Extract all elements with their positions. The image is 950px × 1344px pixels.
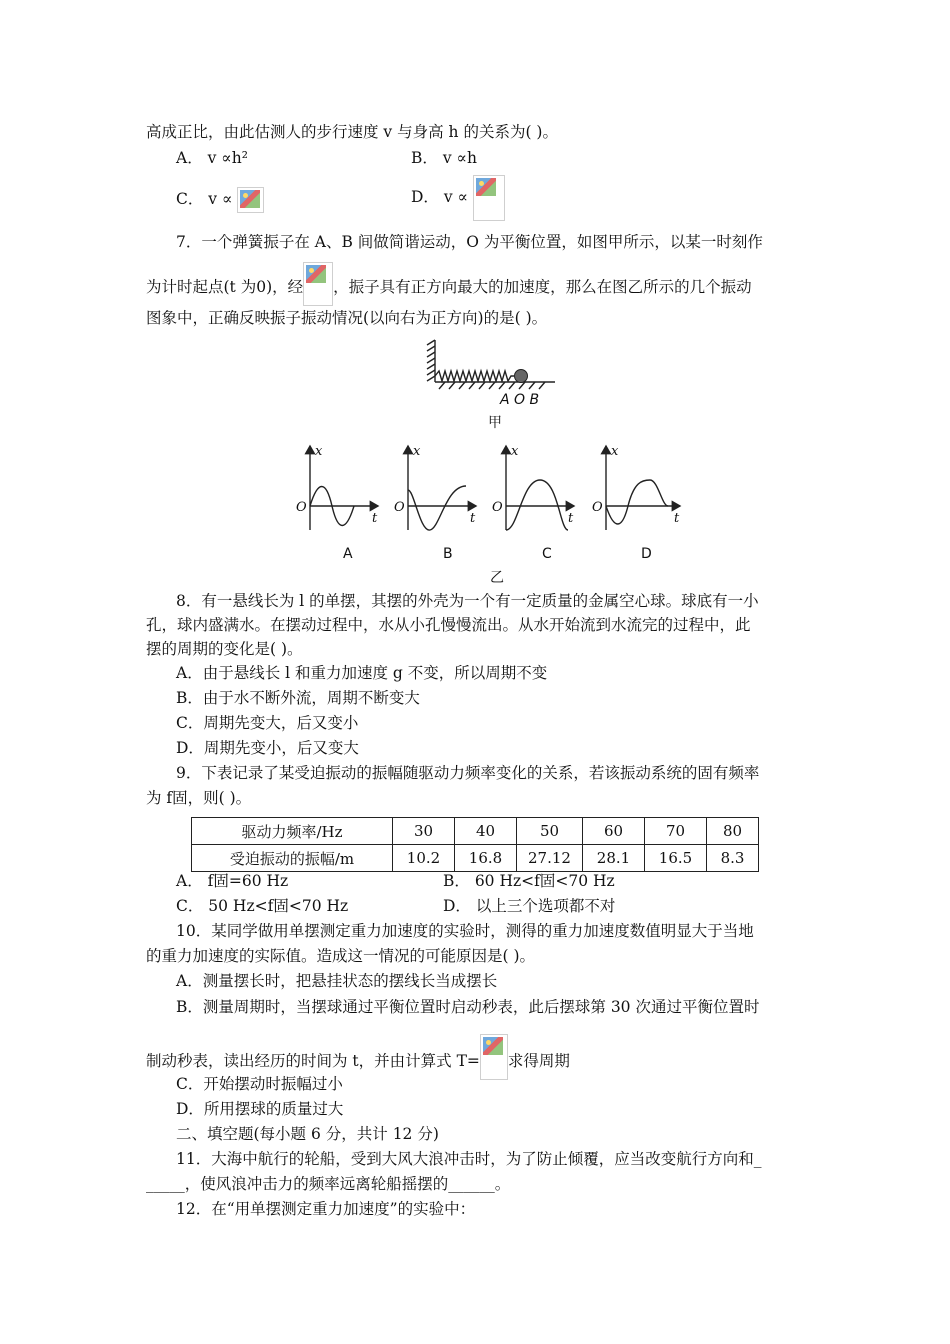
q10-option-d: D．所用摆球的质量过大 [176,1100,344,1118]
graph-d-x-label: x [611,444,619,459]
graph-b-t-label: t [470,511,476,526]
q9-option-a: A． f固=60 Hz [176,872,289,890]
q6-option-c-label: C． v ∝ [176,190,233,208]
q6-option-c [176,187,264,213]
table-cell: 受迫振动的振幅/m [192,845,393,872]
graph-d-t-label: t [674,511,680,526]
graph-a-x-label: x [315,444,323,459]
table-cell: 30 [393,818,455,845]
figure-caption-jia: 甲 [488,415,502,431]
graph-b-letter: B [443,546,453,562]
table-row [192,845,759,872]
q7-stem-line2-a: 为计时起点(t 为0)，经 [146,278,304,296]
q9-option-d: D． 以上三个选项都不对 [443,897,616,915]
q6-option-d-label: D． v ∝ [411,188,469,206]
table-cell: 28.1 [583,845,645,872]
graph-b-x-label: x [413,444,421,459]
graph-a-t-label: t [372,511,378,526]
table-cell: 50 [517,818,583,845]
formula-image-icon [303,262,333,306]
q6-option-b: B． v ∝h [411,149,477,167]
graph-c-letter: C [542,546,552,562]
q7-stem-line1: 7．一个弹簧振子在 A、B 间做简谐运动，O 为平衡位置，如图甲所示，以某一时刻作 [176,233,763,251]
graph-a-letter: A [343,546,353,562]
table-cell: 10.2 [393,845,455,872]
figure-point-labels: A O B [500,392,540,408]
table-row [192,818,759,845]
q10-option-b-line2-a: 制动秒表，读出经历的时间为 t，并由计算式 T= [146,1052,480,1070]
q11-stem-line1: 11．大海中航行的轮船，受到大风大浪冲击时，为了防止倾覆，应当改变航行方向和_ [176,1150,762,1168]
q8-option-c: C．周期先变大，后又变小 [176,714,359,732]
graph-d-origin: O [592,500,603,515]
q8-stem-line1: 8．有一悬线长为 l 的单摆，其摆的外壳为一个有一定质量的金属空心球。球底有一小 [176,592,759,610]
q6-option-d [411,175,505,221]
q9-option-c: C． 50 Hz<f固<70 Hz [176,897,349,915]
table-cell: 16.5 [645,845,707,872]
vibration-graphs [290,440,690,535]
figure-caption-yi: 乙 [490,570,504,586]
q10-option-a: A．测量摆长时，把悬挂状态的摆线长当成摆长 [176,972,498,990]
table-cell: 70 [645,818,707,845]
q8-option-a: A．由于悬线长 l 和重力加速度 g 不变，所以周期不变 [176,664,548,682]
q9-option-b: B． 60 Hz<f固<70 Hz [443,872,615,890]
table-cell: 60 [583,818,645,845]
graph-a-origin: O [296,500,307,515]
q7-stem-line2-b: ，振子具有正方向最大的加速度，那么在图乙所示的几个振动 [333,278,752,296]
frequency-amplitude-table [191,817,759,872]
graph-b-origin: O [394,500,405,515]
section-heading-fill-in: 二、填空题(每小题 6 分，共计 12 分) [176,1125,439,1143]
q9-stem-line1: 9．下表记录了某受迫振动的振幅随驱动力频率变化的关系，若该振动系统的固有频率 [176,764,760,782]
q10-option-b-line1: B．测量周期时，当摆球通过平衡位置时启动秒表，此后摆球第 30 次通过平衡位置时 [176,998,760,1016]
spring-oscillator-figure [425,335,565,415]
table-cell: 27.12 [517,845,583,872]
q10-stem-line2: 的重力加速度的实际值。造成这一情况的可能原因是( )。 [146,947,536,965]
q8-stem-line2: 孔，球内盛满水。在摆动过程中，水从小孔慢慢流出。从水开始流到水流完的过程中，此 [146,616,751,634]
q8-option-b: B．由于水不断外流，周期不断变大 [176,689,420,707]
q12-stem-line1: 12．在“用单摆测定重力加速度”的实验中： [176,1200,476,1218]
formula-image-icon [480,1034,508,1080]
table-cell: 驱动力频率/Hz [192,818,393,845]
graph-c-t-label: t [568,511,574,526]
graph-c-x-label: x [511,444,519,459]
table-cell: 40 [455,818,517,845]
q8-stem-line3: 摆的周期的变化是( )。 [146,640,303,658]
q10-stem-line1: 10．某同学做用单摆测定重力加速度的实验时，测得的重力加速度数值明显大于当地 [176,922,754,940]
q10-option-c: C．开始摆动时振幅过小 [176,1075,343,1093]
q6-stem-tail: 高成正比，由此估测人的步行速度 v 与身高 h 的关系为( )。 [146,123,558,141]
q9-stem-line2: 为 f固，则( )。 [146,789,252,807]
formula-image-icon [237,187,264,213]
graph-c-origin: O [492,500,503,515]
graph-d-letter: D [641,546,652,562]
table-cell: 16.8 [455,845,517,872]
formula-image-icon [473,175,505,221]
table-cell: 8.3 [707,845,759,872]
q10-option-b-line2-b: 求得周期 [507,1052,570,1070]
q11-stem-line2: _____，使风浪冲击力的频率远离轮船摇摆的______。 [146,1175,511,1193]
q7-stem-line3: 图象中，正确反映振子振动情况(以向右为正方向)的是( )。 [146,309,548,327]
q6-option-a: A． v ∝h² [176,149,248,167]
table-cell: 80 [707,818,759,845]
q7-stem-line2 [146,262,752,306]
q8-option-d: D．周期先变小，后又变大 [176,739,359,757]
